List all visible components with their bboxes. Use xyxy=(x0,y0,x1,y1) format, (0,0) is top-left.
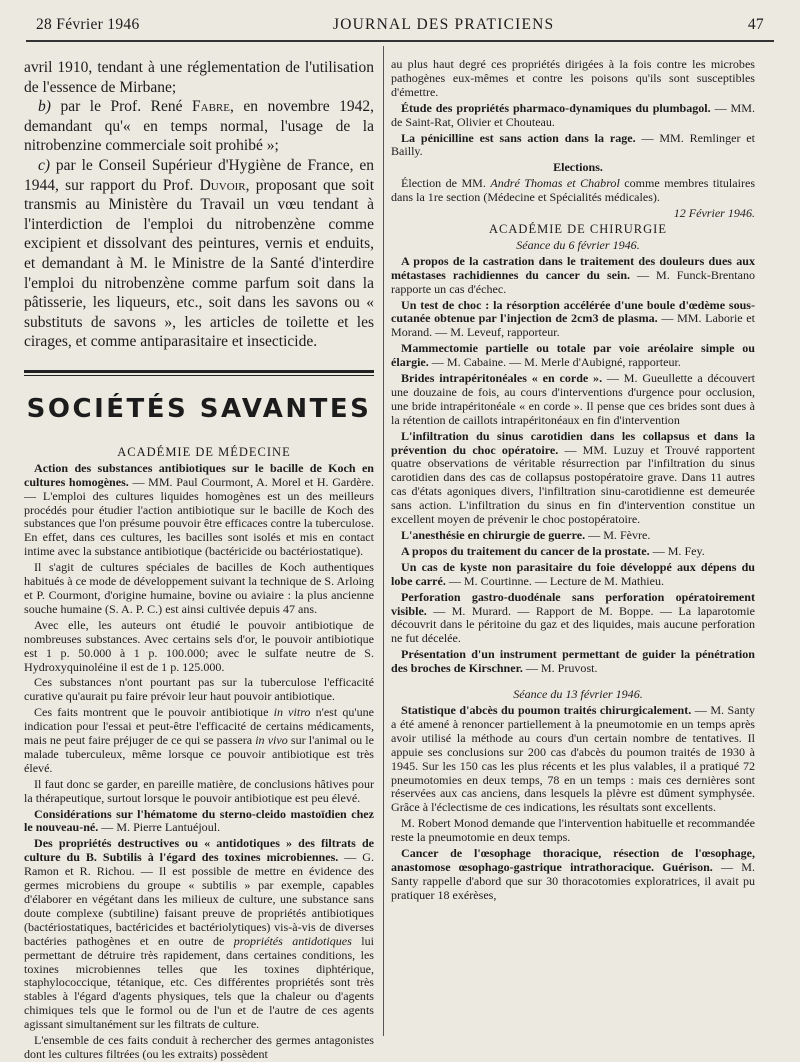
elections-heading: Elections. xyxy=(553,160,603,175)
intro-paragraph-b: b) par le Prof. René Fabre, en novembre 1942, demandant qu'« en temps normal, l'usage de la nitrobenzine commerciale soit prohibé »; xyxy=(24,98,374,155)
section-rules xyxy=(24,370,374,376)
elections-text: Élection de MM. André Thomas et Chabrol comme membres titulaires dans la 1re section (Médecine et Spécialités médicales). xyxy=(391,176,756,205)
article-prostate: A propos du traitement du cancer de la prostate. — M. Fey. xyxy=(401,543,705,558)
article-sinus-carotidien: L'infiltration du sinus carotidien dans les collapsus et dans la prévention du choc opératoire. — MM. Luzuy et Trouvé rapportent quatre observations de véritable résurrection par l'infiltration du sinus carotidien dans des cas de collapsus postopératoire grave. Dans 11 autres cas d'états agoniques divers, l'infiltration sinu-carotidienne est demeurée sans action. L'infiltration du sinus en fin d'intervention constitue un excellent moyen de prévenir le choc postopératoire. xyxy=(391,428,755,527)
seance-date: Séance du 13 février 1946. xyxy=(513,687,643,702)
article-test-choc: Un test de choc : la résorption accélérée d'une boule d'œdème sous-cutanée obtenue par l'injection de 2cm3 de plasma. — MM. Laborie et Morand. — M. Leveuf, rapporteur. xyxy=(391,297,755,340)
article-plumbagol: Étude des propriétés pharmaco-dynamiques du plumbagol. — MM. de Saint-Rat, Olivier et Chouteau. xyxy=(391,100,755,129)
article-perforation: Perforation gastro-duodénale sans perforation opératoirement visible. — M. Murard. — Rapport de M. Boppe. — La laparotomie découvrit dans le péritoine du gaz et des liquides, mais aucune perforation ne fut décelée. xyxy=(391,589,755,646)
article-paragraph: Avec elle, les auteurs ont étudié le pouvoir antibiotique de nombreuses substances. Avec certains sels d'or, le pouvoir antibiotique est 1 p. 50.000 à 1 p. 100.000; avec le sulfate neutre de S. Hydroxyquinoléine il est de 1 p. 125.000. xyxy=(24,617,374,674)
article-paragraph: Ces substances n'ont pourtant pas sur la tuberculose l'efficacité curative qu'aurait pu faire prévoir leur haut pouvoir antibiotique. xyxy=(24,675,374,704)
article-hematome: Considérations sur l'hématome du sterno-cleido mastoïdien chez le nouveau-né. — M. Pierre Lantuéjoul. xyxy=(24,806,374,835)
article-paragraph: M. Robert Monod demande que l'intervention habituelle et recommandée reste la pneumotomie en deux temps. xyxy=(391,816,755,845)
page-number: 47 xyxy=(747,16,764,33)
article-abces-poumon: Statistique d'abcès du poumon traités chirurgicalement. — M. Santy a été amené à renoncer partiellement à la pneumotomie en un temps après avoir utilisé la méthode au cours d'un certain nombre de tentatives. Il appuie ses conclusions sur 200 cas d'abcès du poumon traités de 1930 à 1945. Sur les 150 cas les plus récents et les plus valables, il a pratiqué 72 pneumotomies en deux temps, 78 en un temps : mais ces dernières sont réservées aux cas anciens, dans lesquels la plèvre est dûment symphysée. Grâce à l'éclectisme de ces indications, les résultats sont excellents. xyxy=(391,702,755,815)
column-divider xyxy=(383,46,384,1036)
article-paragraph: Il s'agit de cultures spéciales de bacilles de Koch authentiques habitués à ce mode de développement suivant la technique de S. Arloing et P. Courmont, d'origine humaine, bovine ou aviaire : la plus ancienne souche humaine (S. A. P. C.) est ainsi cultivée depuis 47 ans. xyxy=(24,560,374,616)
intro-text xyxy=(24,58,374,352)
article-penicilline: La pénicilline est sans action dans la rage. — MM. Remlinger et Bailly. xyxy=(391,130,755,159)
academy-heading: ACADÉMIE DE MÉDECINE xyxy=(117,444,291,459)
elections-date: 12 Février 1946. xyxy=(673,206,755,221)
page-header xyxy=(36,16,764,40)
article-paragraph: Ces faits montrent que le pouvoir antibiotique in vitro n'est qu'une indication pour l'essai et peut-être l'efficacité de certains médicaments, mais ne peut faire préjuger de ce qui se passera in vivo sur l'animal ou le malade tuberculeux, même lorsque ce pouvoir antibiotique est très élevé. xyxy=(24,705,375,775)
article-broches: Présentation d'un instrument permettant de guider la pénétration des broches de Kirschner. — M. Pruvost. xyxy=(391,647,755,676)
journal-title: JOURNAL DES PRATICIENS xyxy=(333,16,555,33)
article-paragraph: Il faut donc se garder, en pareille matière, de conclusions hâtives pour la thérapeutique, surtout lorsque le pouvoir antibiotique est peu élevé. xyxy=(24,776,374,805)
section-title: SOCIÉTÉS SAVANTES xyxy=(26,393,372,424)
article-anesthesie: L'anesthésie en chirurgie de guerre. — M. Fèvre. xyxy=(401,528,651,542)
article-paragraph: L'ensemble de ces faits conduit à rechercher des germes antagonistes dont les cultures filtrées (ou les extraits) possèdent xyxy=(24,1033,374,1061)
article-antibiotiques: Action des substances antibiotiques sur le bacille de Koch en cultures homogènes. — MM. Paul Courmont, A. Morel et H. Gardère. — L'emploi des cultures liquides homogènes est un des meilleurs procédés pour étudier l'action antibiotique sur le bacille de Koch des substances que l'on présume pouvoir être efficaces contre la tuberculose. En effet, dans ces cultures, les bacilles sont isolés et mis en contact intime avec la substance antibiotique (bactéricide ou bactériostatique). xyxy=(24,460,374,559)
intro-paragraph-c: c) par le Conseil Supérieur d'Hygiène de France, en 1944, sur rapport du Prof. Duvoir, proposant que soit transmis au Ministère du Travail un vœu tendant à l'interdiction de l'emploi du nitrobenzène comme excipient et dissolvant des peintures, vernis et enduits, et demandant à M. le Ministre de la Santé d'interdire l'emploi du nitrobenzène comme parfum soit dans la pâtisserie, les liqueurs, etc., soit dans les savons ou « substituts de savons », les articles de toilette et les cirages, et comme antiparasitaire et insecticide. xyxy=(24,156,374,351)
academy-heading: ACADÉMIE DE CHIRURGIE xyxy=(489,221,667,236)
article-castration: A propos de la castration dans le traitement des douleurs dues aux métastases rachidiennes du cancer du sein. — M. Funck-Brentano rapporte un cas d'échec. xyxy=(391,253,756,296)
seance-date: Séance du 6 février 1946. xyxy=(516,237,640,252)
article-oesophage: Cancer de l'œsophage thoracique, résection de l'œsophage, anastomose œsophago-gastrique intrathoracique. Guérison. — M. Santy rappelle d'abord que sur 30 thoracotomies exploratrices, il avait pu pratiquer 18 exérèses, xyxy=(391,846,756,902)
article-kyste: Un cas de kyste non parasitaire du foie développé aux dépens du lobe carré. — M. Courtinne. — Lecture de M. Mathieu. xyxy=(391,559,755,588)
header-date: 28 Février 1946 xyxy=(36,16,140,33)
header-rule xyxy=(26,40,774,42)
continued-paragraph: au plus haut degré ces propriétés dirigées à la fois contre les microbes pathogènes eux-mêmes et contre les poisons qu'ils sont susceptibles d'émettre. xyxy=(391,57,755,99)
article-brides: Brides intrapéritonéales « en corde ». — M. Gueullette a découvert une douzaine de fois, au cours d'interventions d'urgence pour occlusion, une bride intrapéritonéale « en corde ». Il pense que ces brides sont dues à la rétention de caillots intrapéritonéaux en fin d'intervention xyxy=(391,371,755,427)
intro-paragraph-a: avril 1910, tendant à une réglementation de l'utilisation de l'essence de Mirbane; xyxy=(24,59,374,96)
article-mammectomie: Mammectomie partielle ou totale par voie aréolaire simple ou élargie. — M. Cabaine. — M. Merle d'Aubigné, rapporteur. xyxy=(391,341,755,370)
article-subtilis: Des propriétés destructives ou « antidotiques » des filtrats de culture du B. Subtilis à l'égard des toxines microbiennes. — G. Ramon et R. Richou. — Il est possible de mettre en évidence des germes microbiens du groupe « subtilis » par exemple, capables d'élaborer en végétant dans les milieux de culture, une substance sans doute complexe (subtiline) faisant preuve de propriétés antibiotiques (bactériostatiques, bactéricides et bactériolytiques) vis-à-vis de diverses bactéries pathogènes et en outre de propriétés antidotiques lui permettant de détruire très rapidement, dans certaines conditions, les toxines microbiennes telles que les toxines diphtérique, staphylococcique, tétanique, etc. Ces différentes propriétés sont très stables à l'égard d'agents physiques, tels que la chaleur ou d'agents chimiques tels que le formol ou de l'un et de l'autre de ces agents agissant simultanément sur les filtrats de culture. xyxy=(24,836,374,1032)
right-column xyxy=(391,58,755,1033)
left-column xyxy=(24,58,375,1061)
